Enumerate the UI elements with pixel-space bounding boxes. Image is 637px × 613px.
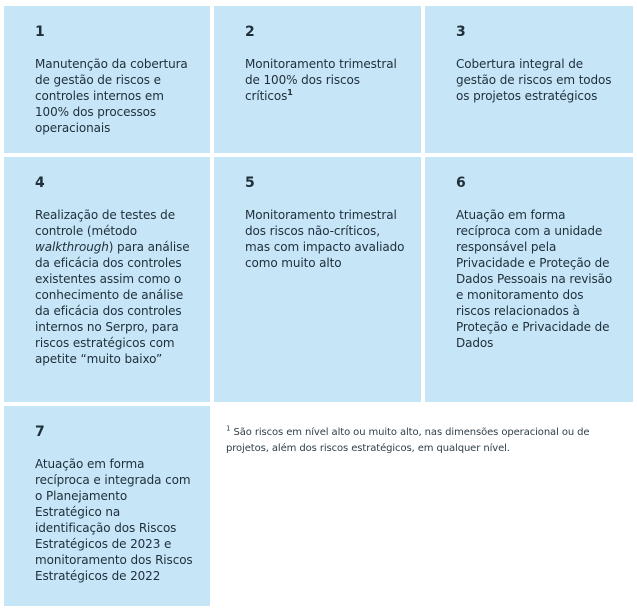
goal-number: 5 (245, 175, 255, 191)
goal-text: Atuação em forma recíproca com a unidade responsável pela Privacidade e Proteção de Dados Pessoais na revisão e monitoramento dos riscos relacionados à Proteção e Privacidade de Dados (456, 208, 613, 350)
goal-number: 3 (456, 24, 466, 40)
goal-text: Manutenção da cobertura de gestão de riscos e controles internos em 100% dos processos operacionais (35, 57, 188, 135)
goal-text: Monitoramento trimestral de 100% dos riscos críticos (245, 57, 397, 103)
goal-card-5 (214, 157, 421, 402)
goal-number: 1 (35, 24, 45, 40)
goal-number: 6 (456, 175, 466, 191)
footnote-marker: 1 (226, 424, 231, 433)
goal-card-3 (425, 6, 633, 153)
goal-card-6 (425, 157, 633, 402)
footnote-marker: 1 (287, 88, 293, 97)
goal-number: 7 (35, 424, 45, 440)
footnote (226, 425, 626, 457)
goal-card-1 (4, 6, 210, 153)
goal-card-4 (4, 157, 210, 402)
goal-text-container (35, 207, 196, 367)
goal-text-italic: walkthrough (35, 240, 109, 254)
goal-number: 4 (35, 175, 45, 191)
goal-card-2 (214, 6, 421, 153)
goal-text-part-1: Realização de testes de controle (método (35, 208, 175, 238)
goal-number: 2 (245, 24, 255, 40)
goal-text-part-2: ) para análise da eficácia dos controles existentes assim como o conhecimento de análise da eficácia dos controles internos no Serpro, para riscos estratégicos com apetite “muito baixo” (35, 240, 190, 366)
goal-text: Atuação em forma recíproca e integrada com o Planejamento Estratégico na identificação dos Riscos Estratégicos de 2023 e monitoramento dos Riscos Estratégicos de 2022 (35, 457, 193, 583)
goal-text-container (245, 56, 407, 104)
footnote-text: São riscos em nível alto ou muito alto, nas dimensões operacional ou de projetos, além dos riscos estratégicos, em qualquer nível. (226, 427, 590, 454)
goal-text: Monitoramento trimestral dos riscos não-críticos, mas com impacto avaliado como muito alto (245, 208, 405, 270)
goal-text: Cobertura integral de gestão de riscos em todos os projetos estratégicos (456, 57, 612, 103)
goal-card-7 (4, 406, 210, 606)
